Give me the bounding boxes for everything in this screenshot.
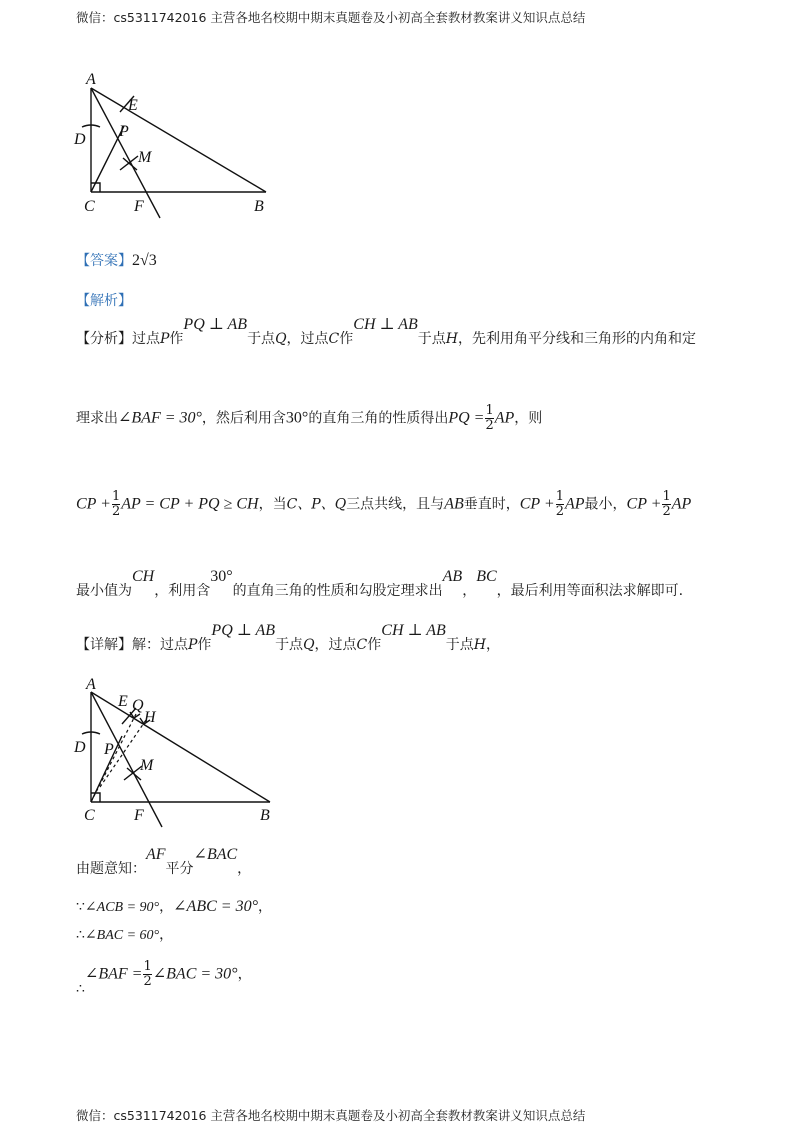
label-f: F [134, 807, 144, 824]
text: 作 [197, 637, 212, 653]
math-ab: AB [444, 495, 464, 513]
text: 最小， [584, 496, 627, 513]
text: 平分 [165, 861, 194, 877]
point-p: P [188, 637, 198, 653]
text: 的直角三角的性质和勾股定理求出 [232, 583, 443, 599]
page-footer: 微信：cs5311742016 主营各地名校期中期末真题卷及小初高全套教材教案讲义知识点总结 [76, 1108, 586, 1123]
math-angle-acb: ∠ACB = 90° [84, 900, 160, 915]
detail-line [76, 622, 501, 654]
fraction-half [143, 960, 151, 989]
label-m: M [140, 757, 154, 774]
step-1 [76, 846, 252, 878]
math-inequality: AP = CP + PQ ≥ CH [121, 495, 259, 513]
text: 于点 [417, 331, 446, 347]
math-cp-plus: CP + [626, 495, 662, 513]
numerator: 1 [555, 489, 564, 504]
math-ab: AB [442, 568, 463, 585]
label-p: P [119, 123, 129, 140]
text: ，最后利用等面积法求解即可. [496, 583, 684, 599]
therefore-symbol: ∴ [76, 927, 85, 943]
text: ， [237, 966, 252, 983]
text: 作 [367, 637, 382, 653]
text: ， [462, 583, 477, 599]
math-angle-abc: ∠ABC = 30° [173, 898, 258, 915]
text: 于点 [247, 331, 276, 347]
math-ch-perp-ab: CH ⊥ AB [353, 316, 418, 333]
denominator: 2 [555, 504, 564, 519]
text: ，则 [514, 410, 543, 427]
text: 过点 [132, 331, 160, 347]
text: 作 [339, 331, 354, 347]
analysis-line-3 [76, 490, 691, 519]
denominator: 2 [485, 418, 494, 433]
text: 解：过点 [132, 637, 188, 653]
label-d: D [74, 131, 86, 148]
numerator: 1 [111, 489, 121, 504]
denominator: 2 [111, 504, 121, 519]
analysis-line-2 [76, 404, 542, 433]
analysis-line-4 [76, 568, 684, 600]
label-c: C [84, 807, 95, 824]
answer-line [76, 250, 157, 270]
numerator: 1 [143, 959, 152, 974]
label-h: H [144, 709, 156, 726]
points-cpq: C、P、Q [286, 496, 347, 513]
text: 作 [169, 331, 184, 347]
label-q: Q [132, 697, 144, 714]
math-cp-plus: CP + [76, 495, 111, 513]
answer-value: 2√3 [132, 252, 157, 269]
page-header: 微信：cs5311742016 主营各地名校期中期末真题卷及小初高全套教材教案讲义知识点总结 [76, 10, 586, 25]
text: ，然后利用含 [201, 410, 286, 427]
math-pq-perp-ab: PQ ⊥ AB [211, 622, 276, 639]
point-c: C [328, 331, 340, 347]
text: 最小值为 [76, 583, 132, 599]
analysis-tag: 【解析】 [76, 293, 132, 309]
label-e: E [128, 97, 138, 114]
label-b: B [254, 198, 264, 215]
figure-2-triangle [70, 672, 285, 832]
fraction-half [485, 404, 493, 433]
fraction-half [662, 490, 670, 519]
math-angle-bac: ∠BAC [193, 846, 238, 863]
fenxi-tag: 【分析】 [76, 331, 132, 347]
text: ，利用含 [154, 583, 211, 599]
label-f: F [134, 198, 144, 215]
analysis-line-1 [76, 316, 697, 348]
therefore-symbol: ∴ [76, 980, 85, 997]
point-h: H [445, 331, 459, 347]
step-2 [76, 896, 272, 916]
step-4 [76, 959, 252, 997]
fraction-half [112, 490, 120, 519]
step-3 [76, 924, 173, 944]
text: 的直角三角的性质得出 [308, 410, 449, 427]
label-a: A [86, 676, 96, 693]
math-ch: CH [132, 568, 155, 585]
math-bc: BC [476, 568, 497, 585]
text: ， [159, 927, 174, 943]
text: ， [237, 861, 252, 877]
denominator: 2 [143, 974, 152, 989]
math-ch-perp-ab: CH ⊥ AB [381, 622, 446, 639]
math-cp-plus: CP + [519, 495, 555, 513]
math-30deg: 30° [285, 409, 309, 427]
text: 于点 [275, 637, 304, 653]
figure-1-triangle [70, 66, 280, 226]
math-angle-baf: ∠BAF = 30° [118, 409, 202, 427]
text: ， [257, 899, 272, 915]
answer-tag: 【答案】 [76, 253, 132, 269]
label-d: D [74, 739, 86, 756]
label-m: M [138, 149, 152, 166]
numerator: 1 [485, 403, 494, 418]
label-b: B [260, 807, 270, 824]
point-p: P [160, 331, 170, 347]
text: 垂直时， [463, 496, 520, 513]
math-ap: AP [494, 409, 515, 427]
text: 理求出 [76, 410, 118, 427]
because-symbol: ∵ [76, 899, 85, 915]
text: 三点共线，且与 [346, 496, 445, 513]
label-e: E [118, 693, 128, 710]
text: ，先利用角平分线和三角形的内角和定 [458, 331, 697, 347]
text: ，过点 [286, 331, 329, 347]
math-angle-bac-60: ∠BAC = 60° [84, 928, 160, 943]
text: ， [159, 899, 174, 915]
label-c: C [84, 198, 95, 215]
point-q: Q [275, 331, 287, 347]
denominator: 2 [662, 504, 671, 519]
text: 于点 [445, 637, 474, 653]
math-ap: AP [564, 495, 585, 513]
text: ，当 [258, 496, 287, 513]
label-p: P [104, 741, 114, 758]
math-pq-eq: PQ = [448, 409, 485, 427]
text: 由题意知： [76, 861, 146, 877]
numerator: 1 [662, 489, 671, 504]
math-angle-bac-30: ∠BAC = 30° [152, 965, 238, 983]
label-a: A [86, 71, 96, 88]
point-q: Q [303, 637, 315, 653]
text: ， [486, 637, 501, 653]
fraction-half [556, 490, 564, 519]
point-h: H [473, 637, 487, 653]
math-angle-baf-eq: ∠BAF = [84, 965, 143, 983]
text: ，过点 [314, 637, 357, 653]
math-pq-perp-ab: PQ ⊥ AB [183, 316, 248, 333]
math-ap: AP [671, 495, 692, 513]
math-30deg: 30° [210, 568, 233, 585]
math-af: AF [146, 846, 166, 863]
xiangjie-tag: 【详解】 [76, 637, 132, 653]
point-c: C [356, 637, 368, 653]
